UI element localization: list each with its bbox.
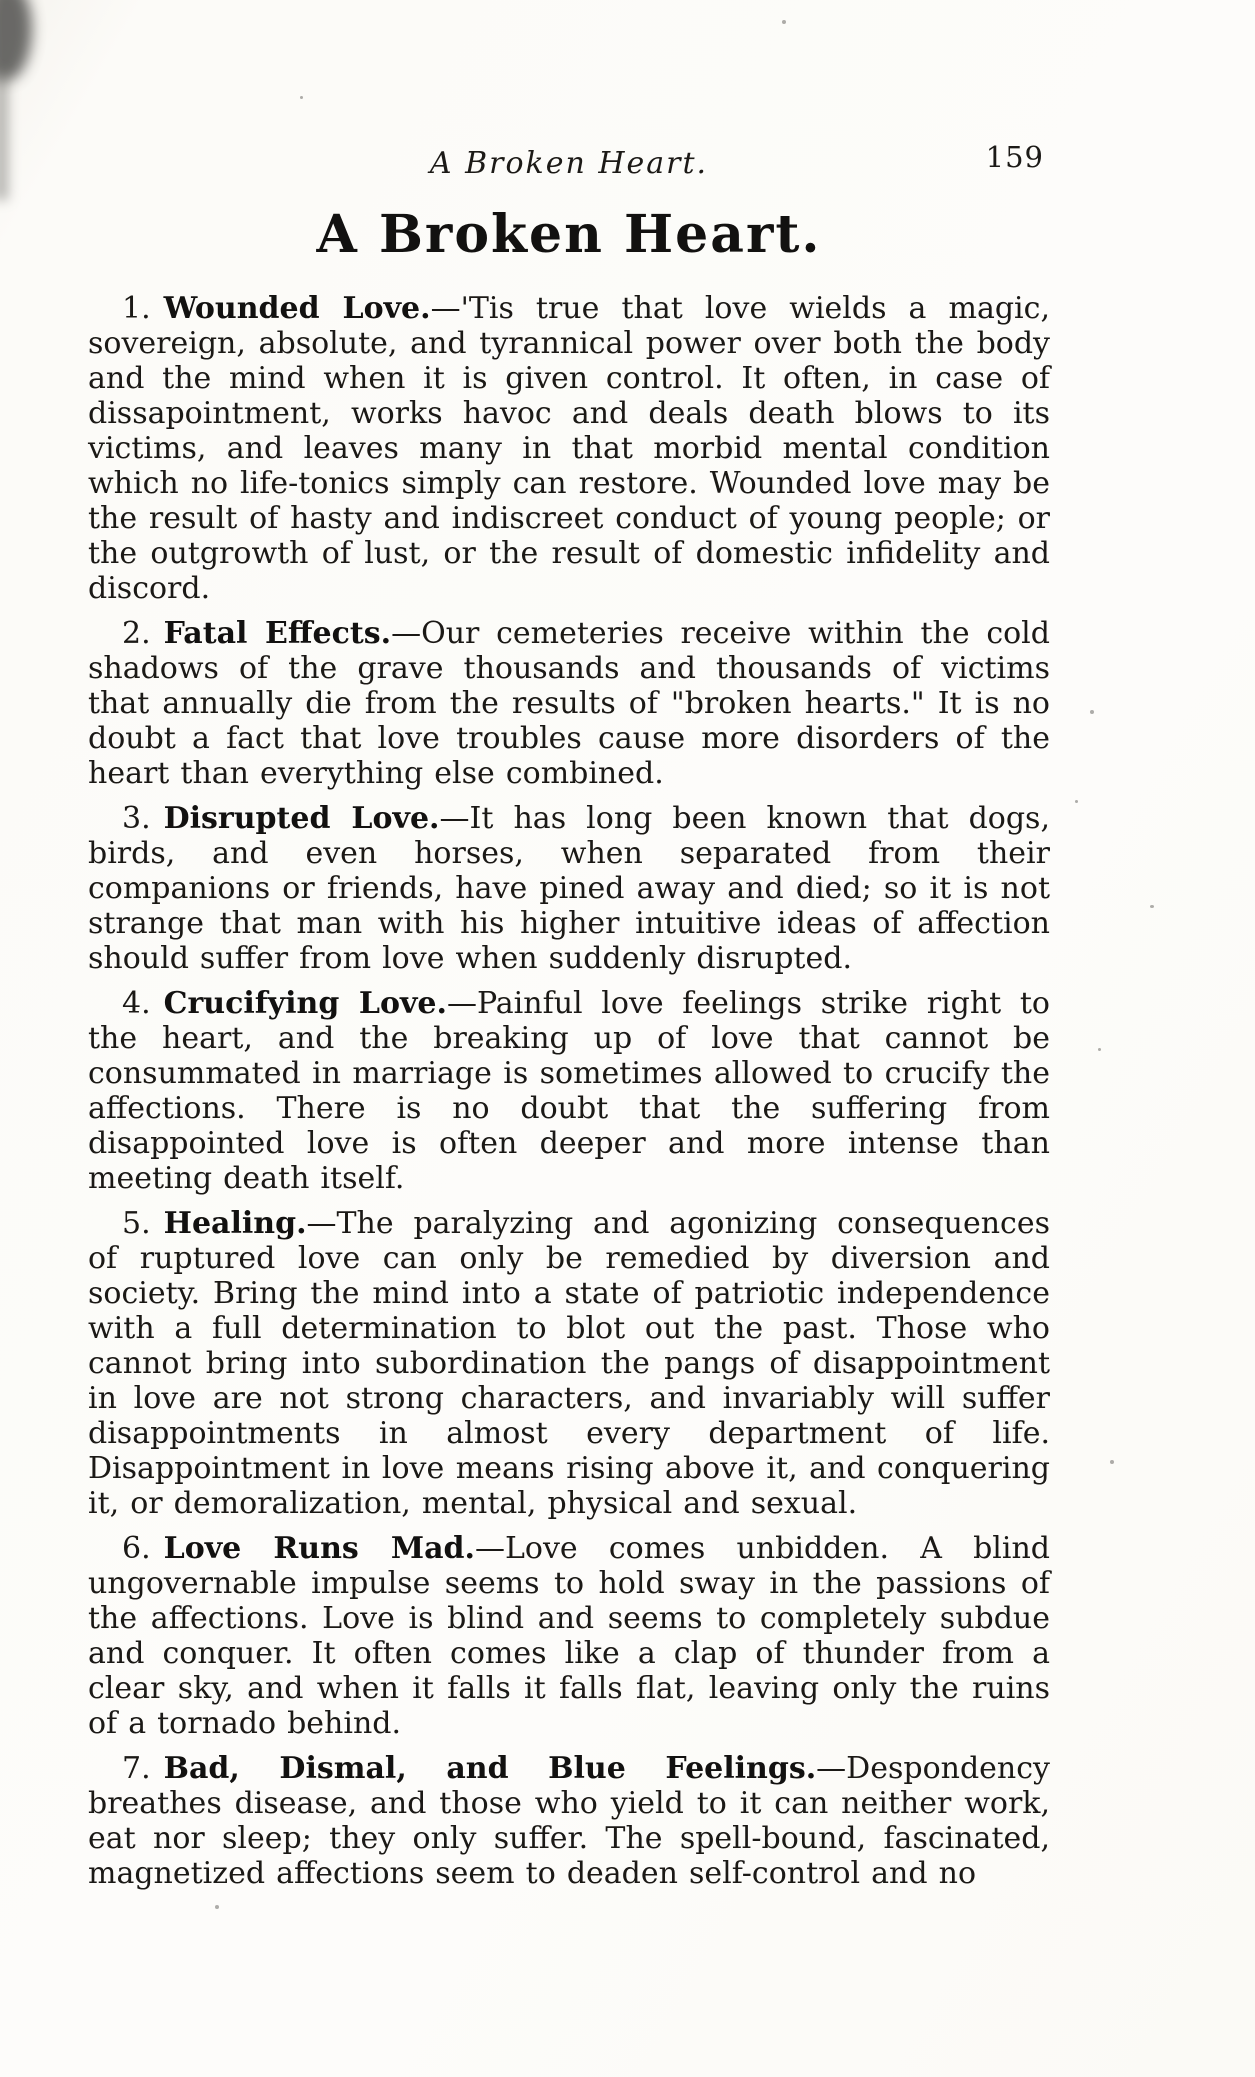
- paragraph-body: —The paralyzing and agonizing consequences of ruptured love can only be remedied by diversion and society. Bring the mind into a state of patriotic independence with a full determination to blot out the past. Those who cannot bring into subordination the pangs of disappointment in love are not strong characters, and invariably will suffer disappointments in almost every department of life. Disappointment in love means rising above it, and conquering it, or demoralization, mental, physical and sexual.: [88, 1206, 1050, 1521]
- paragraph-body: —Despondency breathes disease, and those who yield to it can neither work, eat nor sleep; they only suffer. The spell-bound, fascinated, magnetized affections seem to deaden self-control and no: [88, 1751, 1050, 1891]
- paragraph-2: [88, 616, 1050, 791]
- scan-artifact-edge: [0, 70, 8, 200]
- body-text: [88, 291, 1050, 1891]
- paragraph-heading: Crucifying Love.: [163, 986, 447, 1021]
- paragraph-number: 3.: [122, 801, 151, 836]
- paragraph-number: 5.: [122, 1206, 151, 1241]
- paragraph-heading: Wounded Love.: [163, 291, 431, 326]
- paragraph-number: 6.: [122, 1531, 151, 1566]
- paragraph-body: —It has long been known that dogs, birds, and even horses, when separated from their companions or friends, have pined away and died; so it is not strange that man with his higher intuitive ideas of affection should suffer from love when suddenly disrupted.: [88, 801, 1050, 976]
- paragraph-heading: Bad, Dismal, and Blue Feelings.: [163, 1751, 817, 1786]
- paragraph-7: [88, 1751, 1050, 1891]
- scan-speck: [1090, 710, 1094, 714]
- scan-speck: [1150, 905, 1154, 908]
- paragraph-body: —Our cemeteries receive within the cold shadows of the grave thousands and thousands of victims that annually die from the results of "broken hearts." It is no doubt a fact that love troubles cause more disorders of the heart than everything else combined.: [88, 616, 1050, 791]
- page-title: A Broken Heart.: [316, 204, 822, 265]
- paragraph-heading: Love Runs Mad.: [163, 1531, 475, 1566]
- scan-speck: [1098, 1048, 1101, 1051]
- paragraph-number: 2.: [122, 616, 151, 651]
- page-number: 159: [985, 140, 1044, 174]
- paragraph-4: [88, 986, 1050, 1196]
- running-header: [88, 140, 1050, 190]
- paragraph-heading: Healing.: [163, 1206, 307, 1241]
- paragraph-number: 4.: [122, 986, 151, 1021]
- paragraph-body: —Love comes unbidden. A blind ungovernable impulse seems to hold sway in the passions of the affections. Love is blind and seems to completely subdue and conquer. It often comes like a clap of thunder from a clear sky, and when it falls it falls flat, leaving only the ruins of a tornado behind.: [88, 1531, 1050, 1741]
- scan-artifact-corner: [0, 0, 32, 80]
- paragraph-heading: Fatal Effects.: [163, 616, 392, 651]
- running-header-title: A Broken Heart.: [429, 146, 709, 181]
- scan-speck: [1075, 800, 1078, 803]
- paragraph-6: [88, 1531, 1050, 1741]
- scan-speck: [782, 20, 786, 24]
- page-content: [88, 140, 1050, 1901]
- paragraph-number: 1.: [122, 291, 151, 326]
- paragraph-body: —Painful love feelings strike right to the heart, and the breaking up of love that cannot be consummated in marriage is sometimes allowed to crucify the affections. There is no doubt that the suffering from disappointed love is often deeper and more intense than meeting death itself.: [88, 986, 1050, 1196]
- scan-speck: [215, 1905, 219, 1909]
- scan-speck: [300, 96, 303, 99]
- scan-speck: [1110, 1460, 1114, 1464]
- paragraph-body: —'Tis true that love wields a magic, sovereign, absolute, and tyrannical power over both the body and the mind when it is given control. It often, in case of dissapointment, works havoc and deals death blows to its victims, and leaves many in that morbid mental condition which no life-tonics simply can restore. Wounded love may be the result of hasty and indiscreet conduct of young people; or the outgrowth of lust, or the result of domestic infidelity and discord.: [88, 291, 1050, 606]
- paragraph-5: [88, 1206, 1050, 1521]
- paragraph-1: [88, 291, 1050, 606]
- paragraph-3: [88, 801, 1050, 976]
- paragraph-number: 7.: [122, 1751, 151, 1786]
- paragraph-heading: Disrupted Love.: [163, 801, 440, 836]
